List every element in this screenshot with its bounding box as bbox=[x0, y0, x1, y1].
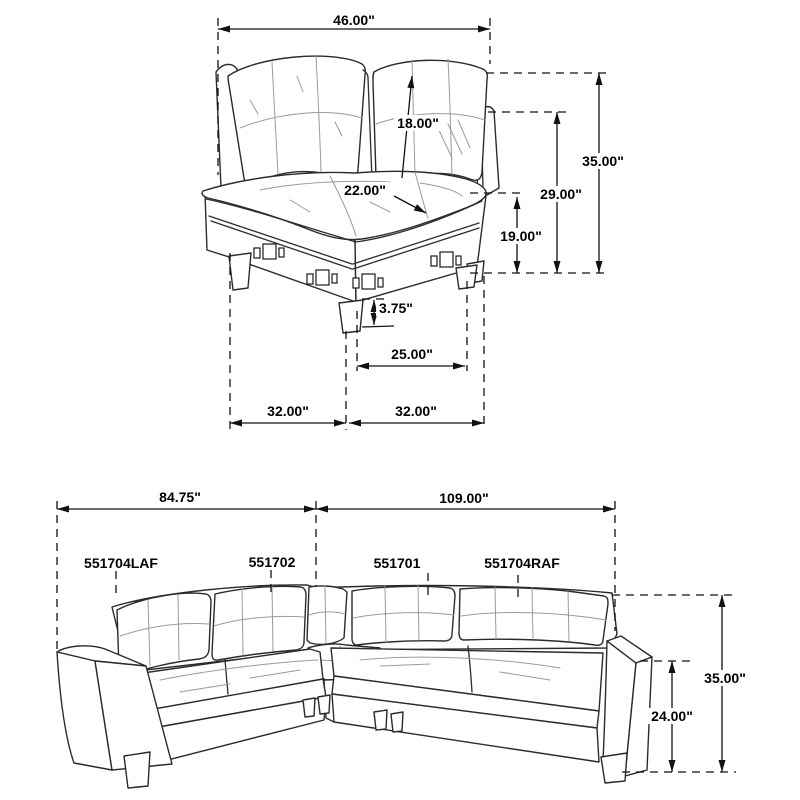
corner-leg-height-dim: 3.75" bbox=[376, 300, 416, 316]
sectional-drawing bbox=[57, 585, 652, 788]
part-label-551701: 551701 bbox=[371, 555, 424, 571]
corner-seat-height-dim: 19.00" bbox=[497, 228, 545, 244]
sectional-left-length-dim: 84.75" bbox=[156, 489, 204, 505]
corner-base-left-width-dim: 32.00" bbox=[264, 403, 312, 419]
sectional-overall-height-dim: 35.00" bbox=[701, 670, 749, 686]
part-label-551702: 551702 bbox=[246, 554, 299, 570]
sectional-right-length-dim: 109.00" bbox=[436, 490, 491, 506]
corner-seat-width-dim: 25.00" bbox=[388, 346, 436, 362]
corner-overall-height-dim: 35.00" bbox=[579, 153, 627, 169]
part-label-laf: 551704LAF bbox=[81, 555, 161, 571]
corner-seat-depth-dim: 22.00" bbox=[341, 182, 389, 198]
corner-back-height-dim: 29.00" bbox=[537, 186, 585, 202]
corner-overall-width-dim: 46.00" bbox=[330, 12, 378, 28]
corner-back-cushion-height-dim: 18.00" bbox=[394, 115, 442, 131]
part-label-raf: 551704RAF bbox=[481, 555, 563, 571]
sectional-arm-height-dim: 24.00" bbox=[648, 708, 696, 724]
corner-base-right-width-dim: 32.00" bbox=[392, 403, 440, 419]
